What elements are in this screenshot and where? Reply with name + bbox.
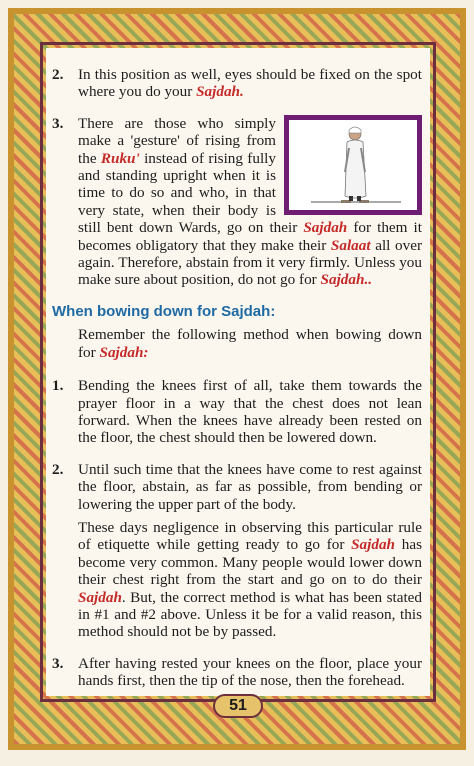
- item-text-part: has become very common. Many people would lower down their chest right from the start and go on to do their: [78, 536, 422, 589]
- item-number: 3.: [52, 114, 64, 132]
- item-text-part: In this position as well, eyes should be fixed on the spot where you do your: [78, 66, 422, 101]
- item-text: [78, 461, 422, 641]
- highlight-term: Sajdah:: [99, 343, 149, 361]
- highlight-term: Sajdah: [78, 588, 122, 606]
- item-text-part: instead of rising fully and standing upright when it is time to do so and who, in that very state, when their body is still bent down Wards, go on their: [78, 149, 304, 237]
- list-item-3-gesture: [52, 115, 422, 289]
- standing-person-icon: [289, 120, 417, 210]
- intro-text: Remember the following method when bowing down for: [78, 326, 422, 361]
- item-number: 1.: [52, 377, 64, 395]
- item-number: 2.: [52, 66, 64, 83]
- intro-paragraph: [78, 326, 422, 361]
- list-item-3-hands: [52, 655, 422, 690]
- item-text: [78, 115, 422, 289]
- standing-figure-illustration: [284, 115, 422, 215]
- highlight-term: Sajdah.: [196, 83, 244, 101]
- highlight-term: Salaat: [330, 236, 371, 254]
- highlight-term: Ruku': [100, 149, 140, 167]
- item-text-part: for them it becomes obligatory that they make their: [78, 219, 423, 254]
- item-number: 2.: [52, 460, 64, 478]
- list-item-2-eyes: [52, 66, 422, 101]
- item-subparagraph: [78, 519, 422, 641]
- highlight-term: Sajdah: [303, 219, 348, 237]
- item-text-main: Until such time that the knees have come to rest against the floor, abstain, as far as possible, from bending or lowering the upper part of the body.: [78, 460, 422, 513]
- item-text-part: These days negligence in observing this particular rule of etiquette while getting ready to go for: [78, 518, 422, 554]
- list-item-1-knees: [52, 377, 422, 447]
- page-number-badge: [213, 694, 263, 718]
- item-text-part: There are those who simply make a 'gesture' of rising from the: [78, 114, 276, 167]
- item-text: [78, 66, 422, 101]
- highlight-term: Sajdah..: [320, 271, 373, 289]
- item-text: After having rested your knees on the floor, place your hands first, then the tip of the nose, then the forehead.: [78, 654, 422, 690]
- item-text: Bending the knees first of all, take them towards the prayer floor in a way that the chest does not lean forward. When the knees have already been rested on the floor, the chest should then be lowered down.: [78, 377, 422, 447]
- item-number: 3.: [52, 654, 64, 672]
- page-number: 51: [229, 697, 247, 714]
- list-item-2-rest: [52, 461, 422, 641]
- item-text-part: all over again. Therefore, abstain from it very firmly. Unless you make sure about position, do not go for: [78, 236, 422, 289]
- page-content: [46, 48, 430, 696]
- highlight-term: Sajdah: [351, 536, 396, 554]
- item-text-part: . But, the correct method is what has been stated in #1 and #2 above. Unless it be for a valid reason, this method should not be by passed.: [78, 588, 422, 641]
- section-heading: When bowing down for Sajdah:: [52, 302, 276, 320]
